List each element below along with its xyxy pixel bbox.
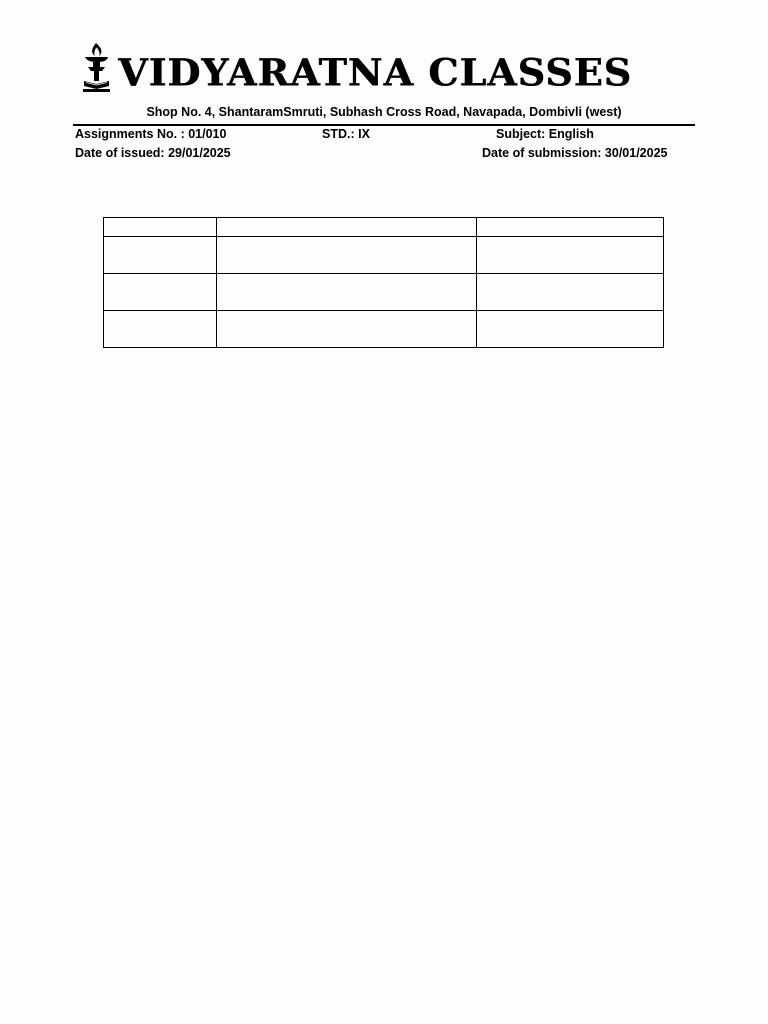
table-row: [104, 274, 664, 311]
table-cell: [104, 274, 217, 311]
date-issued: Date of issued: 29/01/2025: [75, 146, 231, 160]
table-cell: [477, 237, 664, 274]
table-header-cell: [104, 218, 217, 237]
standard-label: STD.: IX: [322, 127, 370, 141]
table-cell: [477, 274, 664, 311]
assignment-table: [103, 217, 664, 348]
table-cell: [477, 311, 664, 348]
table-row: [104, 237, 664, 274]
table-row: [104, 311, 664, 348]
institute-name: VIDYARATNA CLASSES: [118, 50, 633, 95]
subject-label: Subject: English: [496, 127, 594, 141]
table-cell: [217, 274, 477, 311]
table-cell: [104, 311, 217, 348]
table-header-cell: [477, 218, 664, 237]
table-cell: [217, 237, 477, 274]
table-header-cell: [217, 218, 477, 237]
assignment-number: Assignments No. : 01/010: [75, 127, 227, 141]
institute-address: Shop No. 4, ShantaramSmruti, Subhash Cross Road, Navapada, Dombivli (west): [146, 105, 622, 119]
table-cell: [104, 237, 217, 274]
table-header-row: [104, 218, 664, 237]
date-submission: Date of submission: 30/01/2025: [482, 146, 668, 160]
lamp-logo-icon: [80, 42, 114, 96]
header-divider: [73, 124, 695, 126]
table-cell: [217, 311, 477, 348]
